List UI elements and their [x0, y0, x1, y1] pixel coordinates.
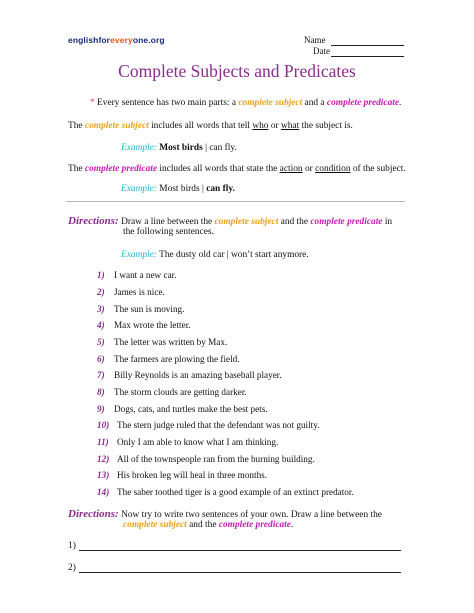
directions-example	[121, 250, 309, 260]
item-text: The farmers are plowing the field.	[114, 354, 240, 364]
item-text: Max wrote the letter.	[114, 320, 191, 330]
subject-example	[121, 143, 237, 153]
example-label: Example:	[121, 143, 157, 153]
directions-and: and the	[278, 217, 311, 227]
item-number: 6)	[97, 354, 105, 364]
answer-line-2[interactable]	[79, 572, 401, 573]
item-number: 1)	[97, 270, 105, 280]
bullet-star-icon: *	[90, 98, 95, 108]
example-label: Example:	[121, 184, 157, 194]
answer-line-1[interactable]	[79, 550, 401, 551]
name-field[interactable]	[331, 45, 404, 46]
answer-number: 1)	[68, 541, 76, 551]
directions-in: in	[382, 217, 393, 227]
directions-block	[68, 215, 392, 227]
name-label: Name	[304, 35, 326, 45]
directions-line2: the following sentences.	[123, 227, 214, 237]
item-number: 4)	[97, 320, 105, 330]
list-item	[97, 320, 191, 330]
predicate-def-text: includes all words that state the	[157, 164, 280, 174]
directions-block-2	[68, 508, 382, 520]
list-item	[97, 470, 267, 480]
logo-middle: every	[110, 35, 133, 45]
list-item	[97, 437, 278, 447]
subject-def-text: includes all words that tell	[148, 121, 253, 131]
site-logo	[68, 35, 165, 45]
item-number: 8)	[97, 387, 105, 397]
item-number: 5)	[97, 337, 105, 347]
item-text: The sun is moving.	[114, 304, 185, 314]
directions-subject: complete subject	[123, 520, 187, 530]
directions-predicate: complete predicate	[218, 520, 291, 530]
list-item	[97, 404, 268, 414]
list-item	[97, 370, 282, 380]
date-label: Date	[313, 46, 330, 56]
example-text: The dusty old car | won’t start anymore.	[156, 250, 309, 260]
list-item	[97, 354, 240, 364]
subject-def-or: or	[268, 121, 281, 131]
item-number: 13)	[97, 470, 110, 480]
item-text: I want a new car.	[114, 270, 177, 280]
logo-suffix: one.org	[132, 35, 165, 45]
term-complete-subject: complete subject	[238, 98, 303, 108]
predicate-definition	[68, 164, 406, 174]
directions-text: Draw a line between the	[118, 217, 215, 227]
item-number: 14)	[97, 487, 110, 497]
predicate-def-the: The	[68, 164, 85, 174]
subject-def-what: what	[281, 121, 300, 131]
intro-text-and: and a	[302, 98, 327, 108]
predicate-def-or: or	[302, 164, 316, 174]
item-number: 2)	[97, 287, 105, 297]
page-title: Complete Subjects and Predicates	[118, 61, 356, 81]
item-text: The saber toothed tiger is a good example of an extinct predator.	[117, 487, 354, 497]
example-rest: | can fly.	[202, 143, 237, 153]
predicate-def-end: of the subject.	[350, 164, 406, 174]
list-item	[97, 304, 184, 314]
example-bold: Most birds	[156, 143, 203, 153]
directions-line2	[123, 520, 293, 530]
predicate-def-term: complete predicate	[84, 164, 158, 174]
logo-prefix: englishfor	[68, 35, 111, 45]
intro-period: .	[399, 98, 402, 108]
item-number: 12)	[97, 454, 110, 464]
item-number: 10)	[97, 420, 110, 430]
directions-label: Directions:	[68, 508, 119, 520]
list-item	[97, 420, 320, 430]
subject-definition	[68, 121, 353, 131]
directions-subject: complete subject	[214, 217, 279, 227]
example-label: Example:	[121, 250, 157, 260]
item-text: Billy Reynolds is an amazing baseball player.	[114, 370, 282, 380]
predicate-example	[121, 184, 235, 194]
item-number: 3)	[97, 304, 105, 314]
list-item	[97, 387, 247, 397]
subject-def-the: The	[68, 121, 85, 131]
item-number: 9)	[97, 404, 105, 414]
subject-def-end: the subject is.	[299, 121, 353, 131]
answer-number: 2)	[68, 563, 76, 573]
item-text: James is nice.	[114, 287, 165, 297]
predicate-def-condition: condition	[315, 164, 351, 174]
item-text: Only I am able to know what I am thinking.	[117, 437, 279, 447]
intro-line	[90, 98, 401, 108]
subject-def-who: who	[252, 121, 269, 131]
directions-label: Directions:	[68, 215, 119, 227]
list-item	[97, 287, 165, 297]
item-text: His broken leg will heal in three months.	[117, 470, 268, 480]
example-bold: can fly.	[206, 184, 235, 194]
list-item	[97, 454, 315, 464]
date-field[interactable]	[331, 56, 404, 57]
subject-def-term: complete subject	[84, 121, 149, 131]
list-item	[97, 270, 177, 280]
item-number: 11)	[97, 437, 109, 447]
item-text: The letter was written by Max.	[114, 337, 228, 347]
term-complete-predicate: complete predicate	[326, 98, 400, 108]
intro-text: Every sentence has two main parts: a	[94, 98, 239, 108]
section-divider	[66, 201, 405, 202]
directions-period: .	[290, 520, 294, 530]
predicate-def-action: action	[279, 164, 303, 174]
directions-and: and the	[186, 520, 219, 530]
example-plain: Most birds |	[156, 184, 207, 194]
item-number: 7)	[97, 370, 105, 380]
item-text: All of the townspeople ran from the burning building.	[117, 454, 315, 464]
item-text: The stern judge ruled that the defendant was not guilty.	[117, 420, 320, 430]
list-item	[97, 487, 354, 497]
directions-predicate: complete predicate	[310, 217, 383, 227]
item-text: Dogs, cats, and turtles make the best pets.	[114, 404, 268, 414]
list-item	[97, 337, 227, 347]
item-text: The storm clouds are getting darker.	[114, 387, 247, 397]
directions-text: Now try to write two sentences of your own. Draw a line between the	[118, 510, 382, 520]
